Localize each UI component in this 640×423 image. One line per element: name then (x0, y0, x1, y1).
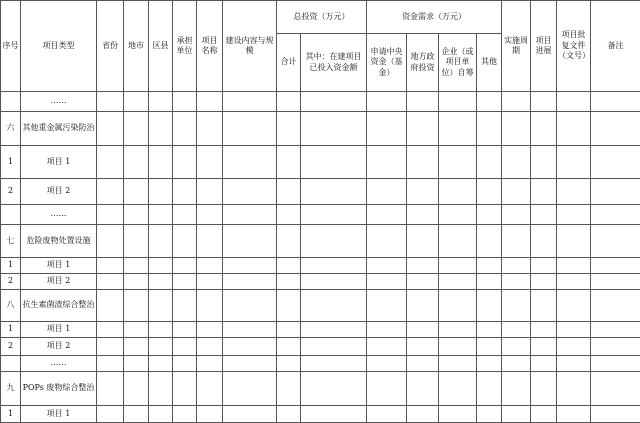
empty-cell (407, 225, 439, 258)
empty-cell (477, 258, 502, 274)
empty-cell (149, 372, 173, 406)
row-seq-cell: 九 (1, 372, 21, 406)
header-period: 实施周期 (502, 1, 531, 92)
empty-cell (197, 274, 223, 290)
empty-cell (407, 290, 439, 322)
empty-cell (223, 205, 277, 225)
empty-cell (277, 179, 301, 205)
empty-cell (149, 322, 173, 338)
row-type-cell: …… (21, 356, 97, 372)
empty-cell (407, 92, 439, 112)
empty-cell (439, 92, 477, 112)
empty-cell (531, 258, 557, 274)
empty-cell (557, 322, 591, 338)
empty-cell (149, 274, 173, 290)
empty-cell (477, 92, 502, 112)
table-row (1, 372, 640, 406)
empty-cell (591, 338, 640, 356)
empty-cell (367, 205, 407, 225)
empty-cell (557, 179, 591, 205)
row-type-cell: 抗生素菌渣综合整治 (21, 290, 97, 322)
empty-cell (439, 406, 477, 423)
empty-cell (197, 406, 223, 423)
empty-cell (477, 290, 502, 322)
empty-cell (173, 290, 197, 322)
empty-cell (149, 290, 173, 322)
empty-cell (197, 179, 223, 205)
empty-cell (197, 372, 223, 406)
empty-cell (124, 112, 149, 146)
empty-cell (223, 274, 277, 290)
empty-cell (223, 372, 277, 406)
empty-cell (439, 258, 477, 274)
empty-cell (531, 338, 557, 356)
row-seq-cell: 1 (1, 322, 21, 338)
row-type-cell: 项目 1 (21, 258, 97, 274)
empty-cell (502, 338, 531, 356)
empty-cell (367, 258, 407, 274)
table-row (1, 322, 640, 338)
empty-cell (407, 338, 439, 356)
empty-cell (223, 225, 277, 258)
empty-cell (591, 205, 640, 225)
empty-cell (439, 290, 477, 322)
empty-cell (477, 146, 502, 179)
header-project-name: 项目名称 (197, 1, 223, 92)
empty-cell (301, 338, 367, 356)
empty-cell (557, 372, 591, 406)
empty-cell (557, 274, 591, 290)
empty-cell (591, 356, 640, 372)
header-approval: 项目批复文件（文号） (557, 1, 591, 92)
empty-cell (223, 290, 277, 322)
empty-cell (557, 146, 591, 179)
empty-cell (197, 322, 223, 338)
table-body (1, 92, 640, 423)
empty-cell (531, 146, 557, 179)
empty-cell (502, 322, 531, 338)
empty-cell (477, 406, 502, 423)
row-seq-cell: 2 (1, 274, 21, 290)
header-county: 区县 (149, 1, 173, 92)
empty-cell (439, 179, 477, 205)
empty-cell (197, 205, 223, 225)
empty-cell (149, 406, 173, 423)
empty-cell (407, 205, 439, 225)
empty-cell (531, 290, 557, 322)
empty-cell (197, 225, 223, 258)
header-project-type: 项目类型 (21, 1, 97, 92)
empty-cell (124, 338, 149, 356)
empty-cell (277, 406, 301, 423)
empty-cell (197, 112, 223, 146)
empty-cell (477, 338, 502, 356)
empty-cell (97, 356, 124, 372)
empty-cell (149, 146, 173, 179)
empty-cell (407, 372, 439, 406)
header-local-investment: 地方政府投资 (407, 34, 439, 92)
empty-cell (591, 225, 640, 258)
empty-cell (197, 356, 223, 372)
empty-cell (149, 112, 173, 146)
table-row (1, 92, 640, 112)
header-progress: 项目进展 (531, 1, 557, 92)
empty-cell (407, 258, 439, 274)
empty-cell (124, 356, 149, 372)
header-city: 地市 (124, 1, 149, 92)
empty-cell (407, 112, 439, 146)
empty-cell (97, 92, 124, 112)
table-row (1, 290, 640, 322)
empty-cell (557, 406, 591, 423)
empty-cell (502, 372, 531, 406)
empty-cell (439, 274, 477, 290)
empty-cell (277, 258, 301, 274)
empty-cell (173, 356, 197, 372)
empty-cell (97, 372, 124, 406)
empty-cell (149, 225, 173, 258)
empty-cell (277, 322, 301, 338)
empty-cell (477, 372, 502, 406)
row-type-cell: 项目 2 (21, 274, 97, 290)
empty-cell (277, 338, 301, 356)
header-province: 省份 (97, 1, 124, 92)
empty-cell (124, 406, 149, 423)
empty-cell (301, 274, 367, 290)
empty-cell (149, 338, 173, 356)
empty-cell (301, 322, 367, 338)
empty-cell (223, 406, 277, 423)
table-row (1, 356, 640, 372)
empty-cell (531, 225, 557, 258)
header-central-fund: 申请中央资金（基金） (367, 34, 407, 92)
empty-cell (531, 112, 557, 146)
empty-cell (173, 146, 197, 179)
empty-cell (477, 112, 502, 146)
empty-cell (557, 338, 591, 356)
empty-cell (124, 274, 149, 290)
row-seq-cell: 六 (1, 112, 21, 146)
empty-cell (277, 290, 301, 322)
empty-cell (439, 225, 477, 258)
header-content: 建设内容与规模 (223, 1, 277, 92)
empty-cell (531, 92, 557, 112)
table-row (1, 274, 640, 290)
empty-cell (277, 372, 301, 406)
empty-cell (124, 146, 149, 179)
empty-cell (591, 372, 640, 406)
empty-cell (591, 92, 640, 112)
empty-cell (124, 258, 149, 274)
table-row (1, 406, 640, 423)
empty-cell (502, 225, 531, 258)
empty-cell (502, 356, 531, 372)
empty-cell (502, 258, 531, 274)
header-unit: 承担单位 (173, 1, 197, 92)
empty-cell (149, 205, 173, 225)
empty-cell (301, 356, 367, 372)
row-seq-cell: 1 (1, 258, 21, 274)
header-invested: 其中：在建项目已投入资金额 (301, 34, 367, 92)
empty-cell (97, 322, 124, 338)
row-type-cell: 其他重金属污染防治 (21, 112, 97, 146)
empty-cell (149, 92, 173, 112)
empty-cell (367, 225, 407, 258)
empty-cell (301, 205, 367, 225)
empty-cell (124, 205, 149, 225)
row-type-cell: 项目 2 (21, 179, 97, 205)
empty-cell (407, 406, 439, 423)
empty-cell (477, 179, 502, 205)
table-row (1, 338, 640, 356)
empty-cell (502, 290, 531, 322)
row-type-cell: POPs 废物综合整治 (21, 372, 97, 406)
row-type-cell: 项目 2 (21, 338, 97, 356)
empty-cell (277, 274, 301, 290)
empty-cell (197, 258, 223, 274)
empty-cell (173, 205, 197, 225)
empty-cell (367, 146, 407, 179)
empty-cell (223, 356, 277, 372)
empty-cell (149, 179, 173, 205)
empty-cell (407, 322, 439, 338)
row-seq-cell: 2 (1, 338, 21, 356)
empty-cell (439, 322, 477, 338)
row-seq-cell (1, 92, 21, 112)
empty-cell (591, 258, 640, 274)
row-type-cell: …… (21, 205, 97, 225)
empty-cell (223, 92, 277, 112)
empty-cell (502, 179, 531, 205)
empty-cell (591, 290, 640, 322)
empty-cell (97, 290, 124, 322)
empty-cell (439, 205, 477, 225)
row-type-cell: …… (21, 92, 97, 112)
empty-cell (367, 322, 407, 338)
row-seq-cell (1, 356, 21, 372)
table-row (1, 179, 640, 205)
empty-cell (301, 372, 367, 406)
empty-cell (591, 406, 640, 423)
empty-cell (502, 205, 531, 225)
empty-cell (502, 274, 531, 290)
empty-cell (223, 146, 277, 179)
empty-cell (591, 179, 640, 205)
empty-cell (124, 92, 149, 112)
empty-cell (277, 146, 301, 179)
empty-cell (301, 112, 367, 146)
row-seq-cell: 七 (1, 225, 21, 258)
empty-cell (223, 258, 277, 274)
empty-cell (531, 372, 557, 406)
empty-cell (197, 92, 223, 112)
header-enterprise: 企业（或项目单位）自筹 (439, 34, 477, 92)
empty-cell (557, 225, 591, 258)
empty-cell (97, 146, 124, 179)
empty-cell (502, 112, 531, 146)
empty-cell (97, 112, 124, 146)
empty-cell (173, 225, 197, 258)
empty-cell (149, 356, 173, 372)
empty-cell (277, 356, 301, 372)
empty-cell (223, 338, 277, 356)
empty-cell (173, 338, 197, 356)
header-remark: 备注 (591, 1, 640, 92)
empty-cell (531, 322, 557, 338)
empty-cell (531, 406, 557, 423)
empty-cell (591, 112, 640, 146)
header-seq: 序号 (1, 1, 21, 92)
empty-cell (173, 258, 197, 274)
empty-cell (367, 112, 407, 146)
empty-cell (301, 258, 367, 274)
table-row (1, 112, 640, 146)
empty-cell (591, 274, 640, 290)
empty-cell (477, 205, 502, 225)
empty-cell (439, 372, 477, 406)
empty-cell (557, 112, 591, 146)
row-seq-cell: 1 (1, 406, 21, 423)
empty-cell (407, 179, 439, 205)
empty-cell (439, 338, 477, 356)
empty-cell (124, 322, 149, 338)
header-fund-demand: 资金需求（万元） (367, 1, 502, 34)
table-row (1, 205, 640, 225)
empty-cell (301, 179, 367, 205)
empty-cell (223, 322, 277, 338)
empty-cell (367, 356, 407, 372)
empty-cell (477, 274, 502, 290)
empty-cell (439, 112, 477, 146)
empty-cell (173, 112, 197, 146)
empty-cell (173, 406, 197, 423)
row-seq-cell (1, 205, 21, 225)
empty-cell (149, 258, 173, 274)
empty-cell (223, 112, 277, 146)
empty-cell (197, 146, 223, 179)
empty-cell (439, 146, 477, 179)
table-row (1, 225, 640, 258)
empty-cell (197, 290, 223, 322)
empty-cell (223, 179, 277, 205)
empty-cell (277, 92, 301, 112)
empty-cell (173, 179, 197, 205)
empty-cell (367, 338, 407, 356)
empty-cell (97, 258, 124, 274)
empty-cell (301, 406, 367, 423)
empty-cell (407, 274, 439, 290)
header-total: 合计 (277, 34, 301, 92)
row-seq-cell: 2 (1, 179, 21, 205)
empty-cell (367, 406, 407, 423)
header-other: 其他 (477, 34, 502, 92)
table-row (1, 146, 640, 179)
empty-cell (367, 179, 407, 205)
empty-cell (502, 92, 531, 112)
empty-cell (477, 356, 502, 372)
empty-cell (301, 92, 367, 112)
row-seq-cell: 1 (1, 146, 21, 179)
empty-cell (97, 225, 124, 258)
empty-cell (557, 205, 591, 225)
empty-cell (124, 179, 149, 205)
empty-cell (124, 372, 149, 406)
empty-cell (367, 274, 407, 290)
empty-cell (97, 274, 124, 290)
empty-cell (439, 356, 477, 372)
empty-cell (301, 290, 367, 322)
empty-cell (591, 322, 640, 338)
empty-cell (173, 92, 197, 112)
empty-cell (477, 225, 502, 258)
empty-cell (367, 290, 407, 322)
empty-cell (367, 92, 407, 112)
empty-cell (173, 274, 197, 290)
empty-cell (502, 406, 531, 423)
header-total-investment: 总投资（万元） (277, 1, 367, 34)
row-type-cell: 危险废物处置设施 (21, 225, 97, 258)
empty-cell (173, 372, 197, 406)
empty-cell (591, 146, 640, 179)
row-type-cell: 项目 1 (21, 146, 97, 179)
empty-cell (502, 146, 531, 179)
empty-cell (557, 258, 591, 274)
empty-cell (97, 338, 124, 356)
empty-cell (124, 225, 149, 258)
empty-cell (301, 146, 367, 179)
empty-cell (407, 356, 439, 372)
empty-cell (301, 225, 367, 258)
table-row (1, 258, 640, 274)
empty-cell (557, 290, 591, 322)
empty-cell (531, 179, 557, 205)
empty-cell (557, 356, 591, 372)
empty-cell (531, 274, 557, 290)
empty-cell (277, 225, 301, 258)
empty-cell (97, 406, 124, 423)
empty-cell (531, 205, 557, 225)
row-type-cell: 项目 1 (21, 406, 97, 423)
empty-cell (97, 179, 124, 205)
empty-cell (97, 205, 124, 225)
empty-cell (173, 322, 197, 338)
row-seq-cell: 八 (1, 290, 21, 322)
empty-cell (557, 92, 591, 112)
empty-cell (197, 338, 223, 356)
empty-cell (277, 112, 301, 146)
empty-cell (531, 356, 557, 372)
empty-cell (407, 146, 439, 179)
row-type-cell: 项目 1 (21, 322, 97, 338)
empty-cell (477, 322, 502, 338)
empty-cell (124, 290, 149, 322)
empty-cell (367, 372, 407, 406)
empty-cell (277, 205, 301, 225)
